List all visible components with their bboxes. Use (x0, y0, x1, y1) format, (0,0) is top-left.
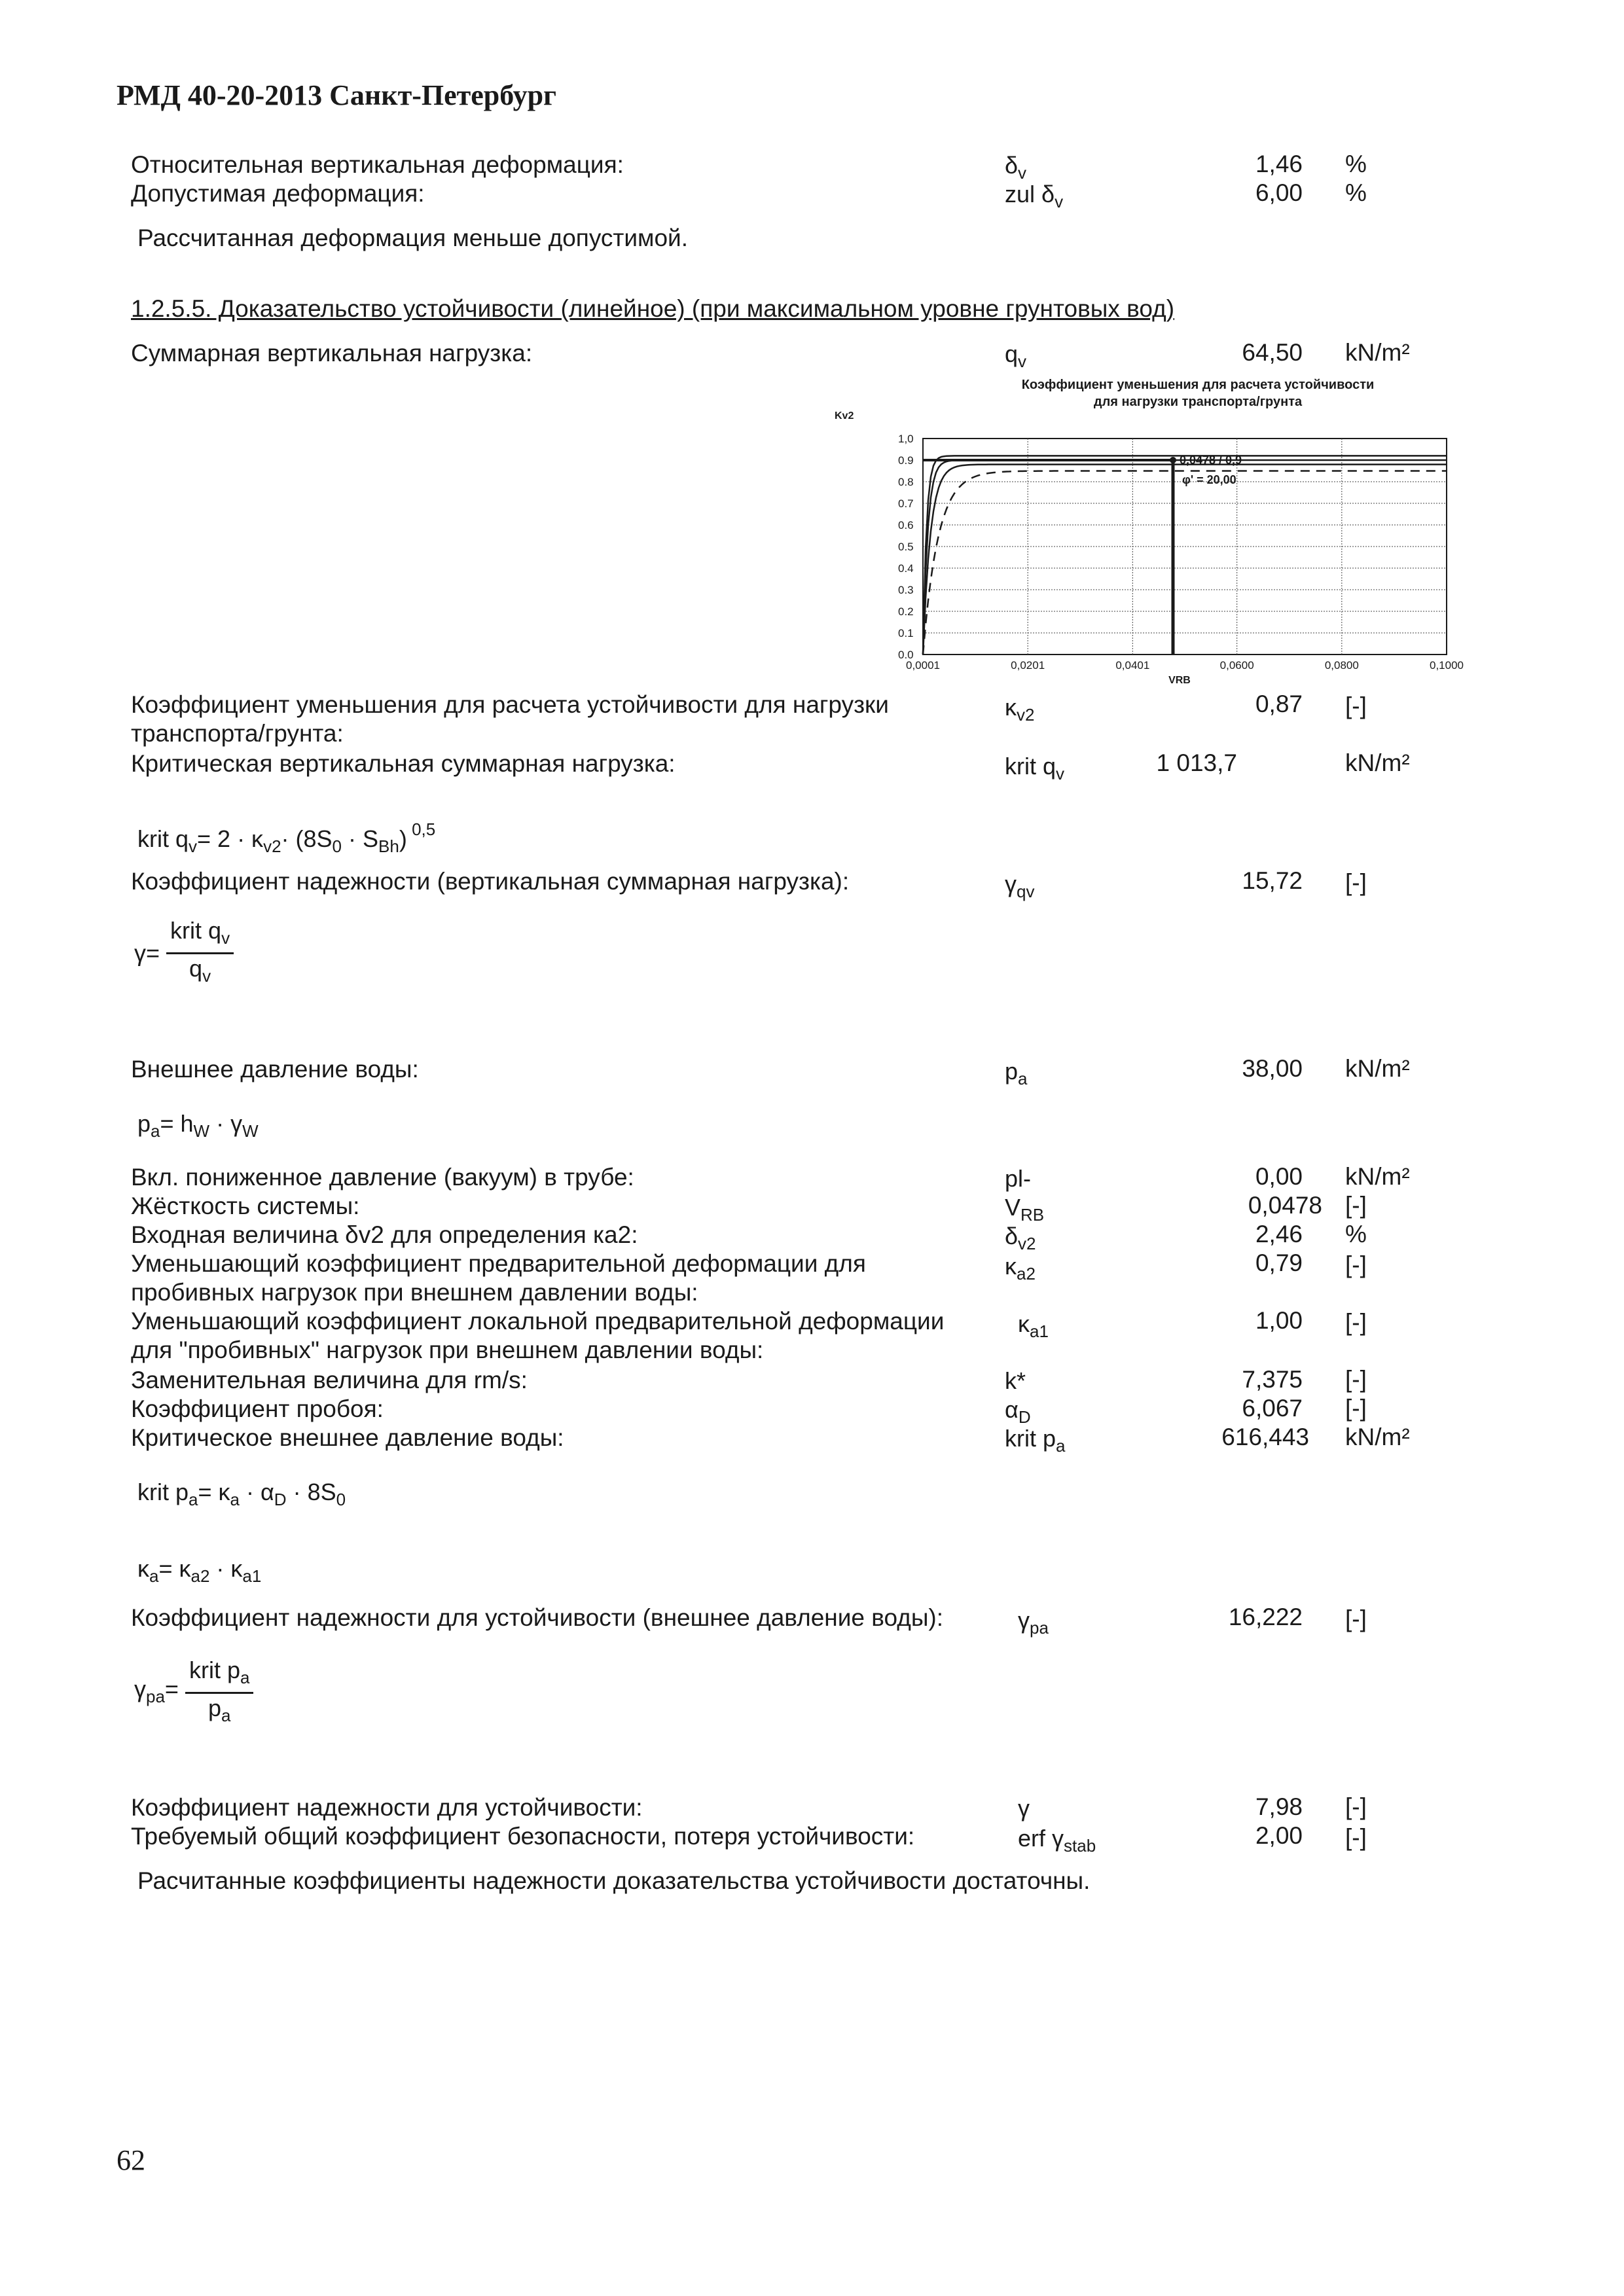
curve-3 (923, 465, 1447, 655)
x-axis-label: VRB (1168, 675, 1191, 686)
y-axis-label: Kv2 (835, 410, 854, 422)
curve-4 (923, 471, 1447, 655)
unit-krit-pa: kN/m² (1345, 1424, 1410, 1450)
chart-plot-group (835, 378, 1464, 686)
y-tick-label-5: 0.5 (898, 541, 914, 553)
formula-gamma-qv: γ= $\frac{krit q_v}{q_v}$ (134, 916, 234, 990)
value-gamma-qv: 15,72 (1242, 867, 1303, 894)
y-tick-label-2: 0.2 (898, 605, 914, 618)
marker-point (1170, 457, 1176, 463)
x-tick-label-0: 0,0001 (906, 659, 940, 672)
formula-krit-qv: krit $q_v= 2 \cdot \kappa_{v2}\cdot (8S_0 \cdot S_{Bh})$ $^{0,5}$ (137, 819, 436, 856)
label-ka1-line2: для "пробивных" нагрузок при внешнем давлении воды: (131, 1336, 764, 1363)
y-tick-label-6: 0.6 (898, 519, 914, 531)
value-ka1: 1,00 (1255, 1307, 1303, 1334)
value-substitute-value: 7,375 (1242, 1366, 1303, 1393)
symbol-pa: $p_a$ (1005, 1058, 1028, 1088)
symbol-ka1: $\kappa_{a1}$ (1018, 1310, 1049, 1341)
unit-ka2: [-] (1345, 1251, 1367, 1278)
label-allowed-deformation: Допустимая деформация: (131, 180, 425, 207)
symbol-gamma-pa: $\gamma_{pa}$ (1018, 1607, 1049, 1638)
symbol-gamma-qv: $\gamma_{qv}$ (1005, 870, 1035, 901)
symbol-qv: $q_v$ (1005, 340, 1027, 371)
unit-kv2: [-] (1345, 692, 1367, 719)
label-stiffness: Жёсткость системы: (131, 1193, 360, 1219)
symbol-delta-v: $\delta_v$ (1005, 152, 1027, 183)
unit-delta-v2: % (1345, 1221, 1367, 1247)
unit-water-pressure: kN/m² (1345, 1055, 1410, 1082)
symbol-kv2: $\kappa_{v2}$ (1005, 694, 1035, 725)
x-tick-label-1: 0,0201 (1011, 659, 1045, 672)
value-relative-deformation: 1,46 (1255, 151, 1303, 177)
unit-gamma-qv: [-] (1345, 869, 1367, 896)
phi-annotation: φ' = 20,00 (1182, 473, 1236, 486)
reduction-coefficient-chart (818, 373, 1506, 694)
value-water-pressure: 38,00 (1242, 1055, 1303, 1082)
symbol-krit-qv: krit $q_v$ (1005, 753, 1065, 783)
label-required-safety: Требуемый общий коэффициент безопасности, потеря устойчивости: (131, 1823, 915, 1850)
symbol-gamma: γ (1018, 1795, 1030, 1821)
symbol-krit-pa: krit $p_a$ (1005, 1425, 1066, 1456)
label-water-pressure: Внешнее давление воды: (131, 1056, 419, 1083)
label-krit-qv: Критическая вертикальная суммарная нагрузка: (131, 750, 676, 777)
value-vacuum: 0,00 (1255, 1163, 1303, 1190)
unit-allowed-deformation: % (1345, 179, 1367, 206)
section-title: 1.2.5.5. Доказательство устойчивости (линейное) (при максимальном уровне грунтовых вод) (131, 295, 1175, 322)
formula-ka: $\kappa_a= \kappa_{a2} \cdot \kappa_{a1}$ (137, 1555, 262, 1586)
symbol-vrb: $V_{RB}$ (1005, 1194, 1045, 1225)
y-tick-label-8: 0.8 (898, 476, 914, 488)
y-tick-label-1: 0.1 (898, 627, 914, 639)
x-tick-label-5: 0,1000 (1430, 659, 1464, 672)
unit-vacuum: kN/m² (1345, 1163, 1410, 1190)
label-kv2-line1: Коэффициент уменьшения для расчета устойчивости для нагрузки (131, 691, 889, 718)
value-breakdown-coeff: 6,067 (1242, 1395, 1303, 1422)
marker-label: 0,0478 / 0,9 (1179, 454, 1242, 467)
x-tick-label-4: 0,0800 (1324, 659, 1359, 672)
formula-gamma-pa: $\gamma_{pa}=$ $\frac{krit p_a}{p_a}$ (134, 1656, 253, 1730)
label-vacuum: Вкл. пониженное давление (вакуум) в трубе: (131, 1164, 634, 1191)
unit-total-vertical-load: kN/m² (1345, 339, 1410, 366)
value-allowed-deformation: 6,00 (1255, 179, 1303, 206)
label-kv2-line2: транспорта/грунта: (131, 720, 344, 747)
value-gamma-stability: 7,98 (1255, 1793, 1303, 1820)
label-ka2-line2: пробивных нагрузок при внешнем давлении воды: (131, 1279, 698, 1306)
value-delta-v2: 2,46 (1255, 1221, 1303, 1247)
chart-title-line-1: Коэффициент уменьшения для расчета устойчивости (1021, 378, 1375, 392)
label-substitute-value: Заменительная величина для rm/s: (131, 1367, 528, 1393)
value-krit-qv: 1 013,7 (1156, 749, 1237, 776)
label-relative-deformation: Относительная вертикальная деформация: (131, 151, 624, 178)
unit-stiffness: [-] (1345, 1192, 1367, 1219)
page-header: РМД 40-20-2013 Санкт-Петербург (117, 79, 557, 111)
label-gamma-pa: Коэффициент надежности для устойчивости (внешнее давление воды): (131, 1604, 944, 1631)
unit-gamma-pa: [-] (1345, 1605, 1367, 1632)
label-delta-v2: Входная величина δv2 для определения ка2: (131, 1221, 638, 1248)
x-tick-label-2: 0,0401 (1115, 659, 1150, 672)
symbol-pl: pl- (1005, 1165, 1032, 1192)
symbol-ka2: $\kappa_{a2}$ (1005, 1253, 1036, 1283)
symbol-erf-gamma-stab: erf $\gamma_{stab}$ (1018, 1825, 1096, 1856)
label-ka1-line1: Уменьшающий коэффициент локальной предварительной деформации (131, 1308, 945, 1335)
value-stiffness: 0,0478 (1248, 1192, 1322, 1219)
symbol-delta-v2: $\delta_{v2}$ (1005, 1223, 1036, 1253)
label-gamma-stability: Коэффициент надежности для устойчивости: (131, 1794, 643, 1821)
unit-krit-qv: kN/m² (1345, 749, 1410, 776)
symbol-alpha-d: $\alpha_D$ (1005, 1396, 1031, 1427)
label-gamma-qv: Коэффициент надежности (вертикальная суммарная нагрузка): (131, 868, 850, 895)
y-tick-label-0: 0.0 (898, 649, 914, 661)
value-ka2: 0,79 (1255, 1249, 1303, 1276)
label-krit-pa: Критическое внешнее давление воды: (131, 1424, 564, 1451)
value-gamma-pa: 16,222 (1228, 1604, 1303, 1630)
y-tick-label-10: 1,0 (898, 433, 914, 445)
formula-krit-pa: krit $p_a= \kappa_a \cdot \alpha_D \cdot 8S_0$ (137, 1479, 346, 1509)
unit-breakdown-coeff: [-] (1345, 1395, 1367, 1422)
label-breakdown-coeff: Коэффициент пробоя: (131, 1395, 384, 1422)
value-total-vertical-load: 64,50 (1242, 339, 1303, 366)
unit-relative-deformation: % (1345, 151, 1367, 177)
stability-conclusion: Расчитанные коэффициенты надежности доказательства устойчивости достаточны. (137, 1867, 1091, 1894)
chart-title-line-2: для нагрузки транспорта/грунта (1093, 395, 1303, 409)
value-kv2: 0,87 (1255, 691, 1303, 717)
value-krit-pa: 616,443 (1221, 1424, 1309, 1450)
unit-substitute-value: [-] (1345, 1366, 1367, 1393)
symbol-zul-delta-v: zul $\delta_v$ (1005, 181, 1064, 211)
y-tick-label-9: 0.9 (898, 454, 914, 467)
page-number: 62 (117, 2144, 145, 2176)
value-required-safety: 2,00 (1255, 1822, 1303, 1849)
unit-gamma-stability: [-] (1345, 1793, 1367, 1820)
label-total-vertical-load: Суммарная вертикальная нагрузка: (131, 340, 533, 367)
unit-required-safety: [-] (1345, 1824, 1367, 1851)
y-tick-label-4: 0.4 (898, 562, 914, 575)
formula-pa: $p_a= h_W \cdot \gamma_W$ (137, 1110, 259, 1141)
curve-2 (923, 460, 1447, 655)
y-tick-label-3: 0.3 (898, 584, 914, 596)
x-tick-label-3: 0,0600 (1219, 659, 1254, 672)
label-ka2-line1: Уменьшающий коэффициент предварительной деформации для (131, 1250, 866, 1277)
symbol-k-star: k* (1005, 1367, 1026, 1394)
y-tick-label-7: 0.7 (898, 497, 914, 510)
deformation-conclusion: Рассчитанная деформация меньше допустимой. (137, 224, 689, 251)
unit-ka1: [-] (1345, 1309, 1367, 1336)
